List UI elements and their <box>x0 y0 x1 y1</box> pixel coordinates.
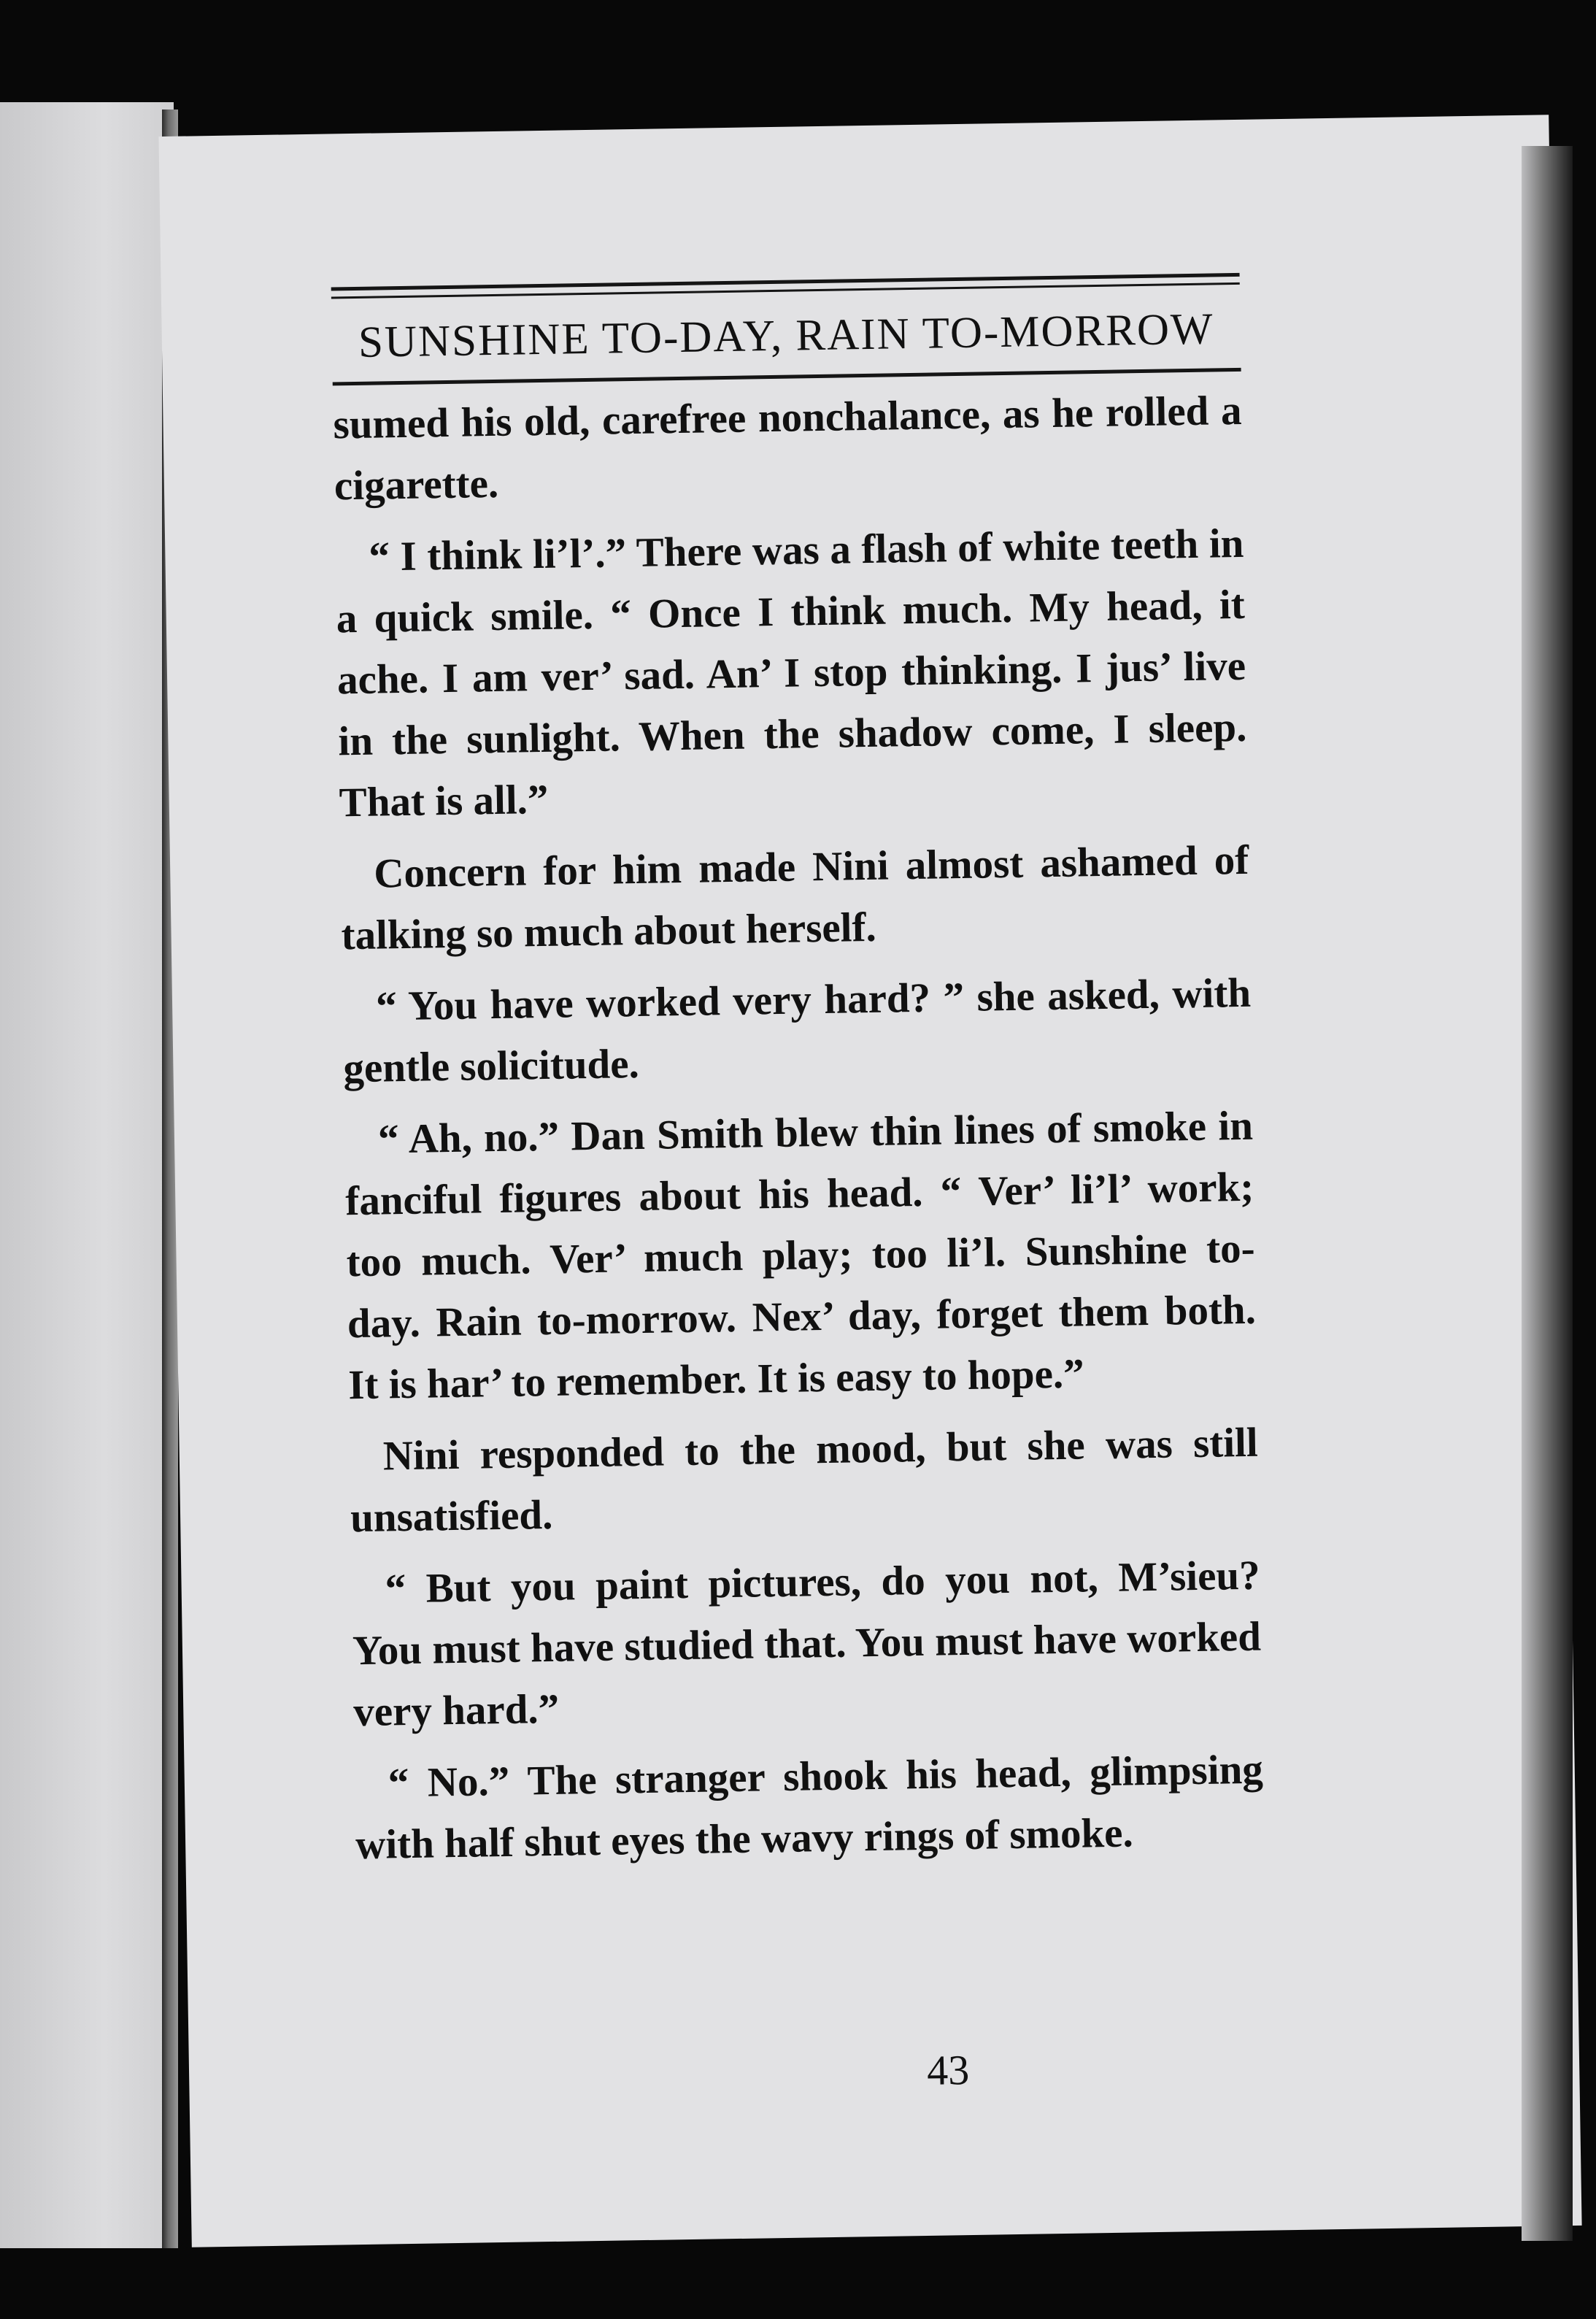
page-number: 43 <box>926 2046 970 2094</box>
paragraph-5: “ Ah, no.” Dan Smith blew thin lines of smoke in fanciful figures about his head. “ Ver’ li’l’ work; too much. Ver’ much play; too li’l. Sunshine to-day. Rain to-morrow. Nex’ day, forget them both. It is har’ to remember. It is easy to hope.” <box>344 1102 1257 1409</box>
paragraph-8: “ No.” The stranger shook his head, glimpsing with half shut eyes the wavy rings of smoke. <box>355 1746 1264 1869</box>
book-page <box>158 115 1581 2247</box>
page-content <box>331 273 1265 1886</box>
header-rule-thick <box>331 273 1240 291</box>
paragraph-2: “ I think li’l’.” There was a flash of white teeth in a quick smile. “ Once I think much. My head, it ache. I am ver’ sad. An’ I stop thinking. I jus’ live in the sunlight. When the shadow come, I sleep. That is all.” <box>336 520 1247 826</box>
running-head: SUNSHINE TO-DAY, RAIN TO-MORROW <box>358 304 1215 367</box>
left-page-edge <box>0 102 174 2248</box>
paragraph-7: “ But you paint pictures, do you not, M’sieu? You must have studied that. You must have worked very hard.” <box>352 1552 1262 1736</box>
paragraph-4: “ You have worked very hard? ” she asked, with gentle solicitude. <box>342 969 1252 1092</box>
paragraph-3: Concern for him made Nini almost ashamed of talking so much about herself. <box>341 837 1249 959</box>
right-page-edge <box>1522 146 1573 2241</box>
paragraph-6: Nini responded to the mood, but she was still unsatisfied. <box>350 1419 1259 1542</box>
paragraph-1: sumed his old, carefree nonchalance, as he rolled a cigarette. <box>333 387 1242 509</box>
